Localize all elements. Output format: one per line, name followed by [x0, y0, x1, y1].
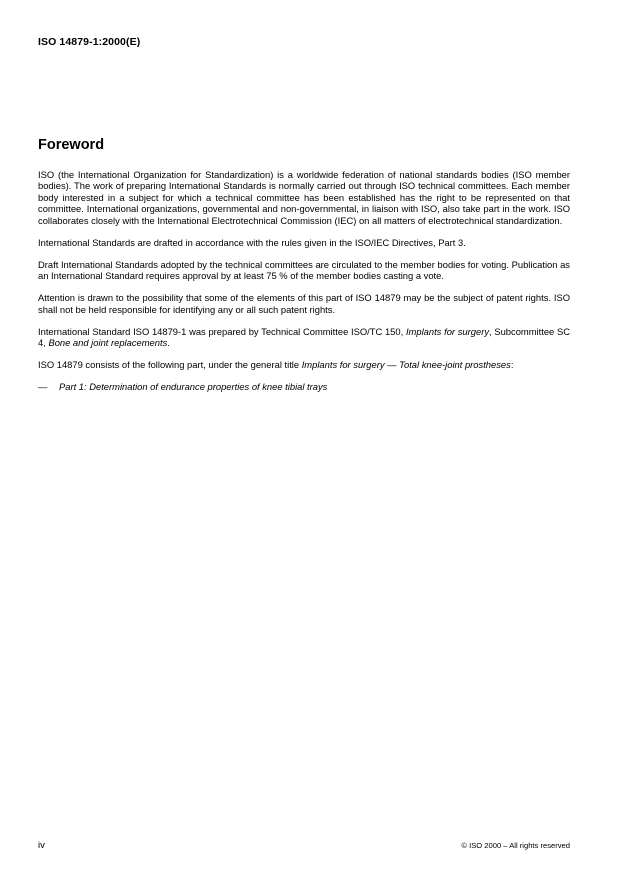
- section-title: Foreword: [38, 137, 105, 153]
- general-title-text-1: ISO 14879 consists of the following part, under the general title: [38, 358, 302, 370]
- paragraph-patent-rights: Attention is drawn to the possibility that some of the elements of this part of ISO 14879 may be the subject of patent rights. ISO shall not be held responsible for identifying any or all such patent rights.: [38, 292, 570, 315]
- paragraph-committee: [38, 326, 570, 349]
- list-item-text: Part 1: Determination of endurance properties of knee tibial trays: [59, 380, 328, 392]
- document-id-header: ISO 14879-1:2000(E): [38, 36, 141, 48]
- list-item: [38, 381, 570, 392]
- page-number: iv: [38, 840, 45, 851]
- committee-text-1: International Standard ISO 14879-1 was prepared by Technical Committee ISO/TC 150,: [38, 325, 406, 337]
- committee-sc-name: Bone and joint replacements: [48, 336, 168, 348]
- copyright-notice: © ISO 2000 – All rights reserved: [461, 841, 570, 850]
- foreword-body: [38, 169, 570, 392]
- paragraph-general-title: [38, 359, 570, 370]
- paragraph-drafting-rules: International Standards are drafted in accordance with the rules given in the ISO/IEC Directives, Part 3.: [38, 236, 466, 248]
- committee-text-2: , Subcommittee SC 4,: [38, 325, 570, 348]
- paragraph-voting: Draft International Standards adopted by the technical committees are circulated to the member bodies for voting. Publication as an International Standard requires approval by at least 75 % of the member bodies casting a vote.: [38, 258, 570, 282]
- list-dash: —: [38, 380, 48, 392]
- committee-tc-name: Implants for surgery: [405, 325, 490, 337]
- general-title-text-2: :: [510, 358, 514, 370]
- paragraph-iso-description: ISO (the International Organization for Standardization) is a worldwide federation of national standards bodies (ISO member bodies). The work of preparing International Standards is normally carried out through ISO technical committees. Each member body interested in a subject for which a technical committee has been established has the right to be represented on that committee. International organizations, governmental and non-governmental, in liaison with ISO, also take part in the work. ISO collaborates closely with the International Electrotechnical Commission (IEC) on all matters of electrotechnical standardization.: [38, 169, 570, 226]
- general-title-name: Implants for surgery — Total knee-joint prostheses: [301, 358, 511, 370]
- committee-text-3: .: [167, 336, 170, 348]
